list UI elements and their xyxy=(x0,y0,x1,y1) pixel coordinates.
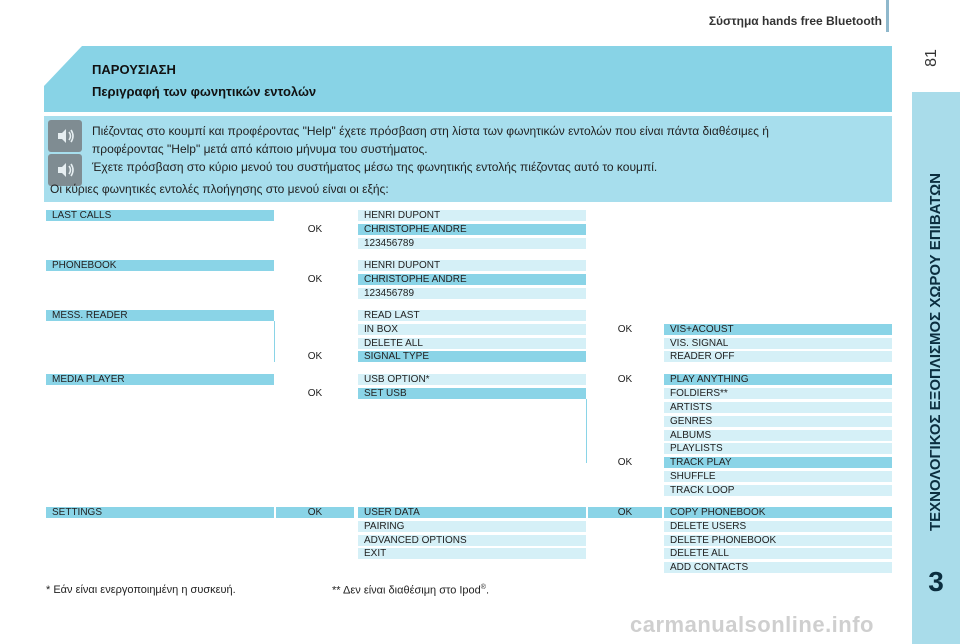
ok-label: OK xyxy=(307,274,323,285)
submenu-item: USB OPTION* xyxy=(358,374,586,385)
option-item: FOLDIERS** xyxy=(664,388,892,399)
submenu-item: CHRISTOPHE ANDRÉ xyxy=(358,274,586,285)
footnote: ** Δεν είναι διαθέσιμη στο Ipod®. xyxy=(332,584,490,597)
intro-text-line: προφέροντας "Help" μετά από κάποιο μήνυμα του συστήματος. xyxy=(92,142,428,156)
chapter-side-label: ΤΕΧΝΟΛΟΓΙΚΟΣ ΕΞΟΠΛΙΣΜΟΣ ΧΩΡΟΥ ΕΠΙΒΑΤΩΝ xyxy=(927,173,944,532)
submenu-item: HENRI DUPONT xyxy=(358,210,586,221)
option-item: TRACK PLAY xyxy=(664,457,892,468)
option-item: ADD CONTACTS xyxy=(664,562,892,573)
intro-text-line: Έχετε πρόσβαση στο κύριο μενού του συστήματος μέσω της φωνητικής εντολής πιέζοντας αυτό το κουμπί. xyxy=(92,160,658,174)
ok-label: OK xyxy=(617,374,633,385)
menu-item-mess-reader: MESS. READER xyxy=(46,310,274,321)
submenu-item: CHRISTOPHE ANDRÉ xyxy=(358,224,586,235)
submenu-item: 123456789 xyxy=(358,288,586,299)
ok-label: OK xyxy=(588,507,662,518)
submenu-item: SIGNAL TYPE xyxy=(358,351,586,362)
menu-item-settings: SETTINGS xyxy=(46,507,274,518)
option-item: PLAY ANYTHING xyxy=(664,374,892,385)
ok-label: OK xyxy=(307,388,323,399)
ok-label: OK xyxy=(617,324,633,335)
option-item: SHUFFLE xyxy=(664,471,892,482)
option-item: ALBUMS xyxy=(664,430,892,441)
section-title: Σύστημα hands free Bluetooth xyxy=(708,14,882,28)
option-item: DELETE PHONEBOOK xyxy=(664,535,892,546)
page-subtitle: Περιγραφή των φωνητικών εντολών xyxy=(92,84,317,99)
title-panel xyxy=(44,46,892,112)
option-item: TRACK LOOP xyxy=(664,485,892,496)
option-item: READER OFF xyxy=(664,351,892,362)
connector-line xyxy=(274,321,275,362)
submenu-item: EXIT xyxy=(358,548,586,559)
menu-item-last-calls: LAST CALLS xyxy=(46,210,274,221)
option-item: VIS+ACOUST xyxy=(664,324,892,335)
option-item: PLAYLISTS xyxy=(664,443,892,454)
submenu-item: READ LAST xyxy=(358,310,586,321)
chapter-number: 3 xyxy=(928,566,944,597)
page-title: ΠΑΡΟΥΣΙΑΣΗ xyxy=(92,62,176,77)
intro-text-line: Πιέζοντας στο κουμπί και προφέροντας "Help" έχετε πρόσβαση στη λίστα των φωνητικών εντολών που είναι πάντα διαθέσιμες ή xyxy=(92,124,769,138)
option-item: DELETE USERS xyxy=(664,521,892,532)
option-item: COPY PHONEBOOK xyxy=(664,507,892,518)
option-item: VIS. SIGNAL xyxy=(664,338,892,349)
submenu-item: SET USB xyxy=(358,388,586,399)
submenu-item: HENRI DUPONT xyxy=(358,260,586,271)
option-item: ARTISTS xyxy=(664,402,892,413)
ok-label: OK xyxy=(307,351,323,362)
submenu-item: ADVANCED OPTIONS xyxy=(358,535,586,546)
ok-label: OK xyxy=(617,457,633,468)
submenu-item: 123456789 xyxy=(358,238,586,249)
footnote: * Εάν είναι ενεργοποιημένη η συσκευή. xyxy=(46,584,236,596)
ok-label: OK xyxy=(307,224,323,235)
submenu-item: USER DATA xyxy=(358,507,586,518)
submenu-item: IN BOX xyxy=(358,324,586,335)
main-commands-text: Οι κύριες φωνητικές εντολές πλοήγησης στο μενού είναι οι εξής: xyxy=(50,182,389,196)
page-number: 81 xyxy=(923,49,940,67)
option-item: GENRES xyxy=(664,416,892,427)
watermark: carmanualsonline.info xyxy=(630,612,874,637)
menu-item-phonebook: PHONEBOOK xyxy=(46,260,274,271)
option-item: DELETE ALL xyxy=(664,548,892,559)
header-divider xyxy=(886,0,889,32)
connector-line xyxy=(586,399,587,463)
submenu-item: DELETE ALL xyxy=(358,338,586,349)
voice-command-icon xyxy=(48,120,82,152)
submenu-item: PAIRING xyxy=(358,521,586,532)
menu-item-media-player: MEDIA PLAYER xyxy=(46,374,274,385)
ok-label: OK xyxy=(276,507,354,518)
